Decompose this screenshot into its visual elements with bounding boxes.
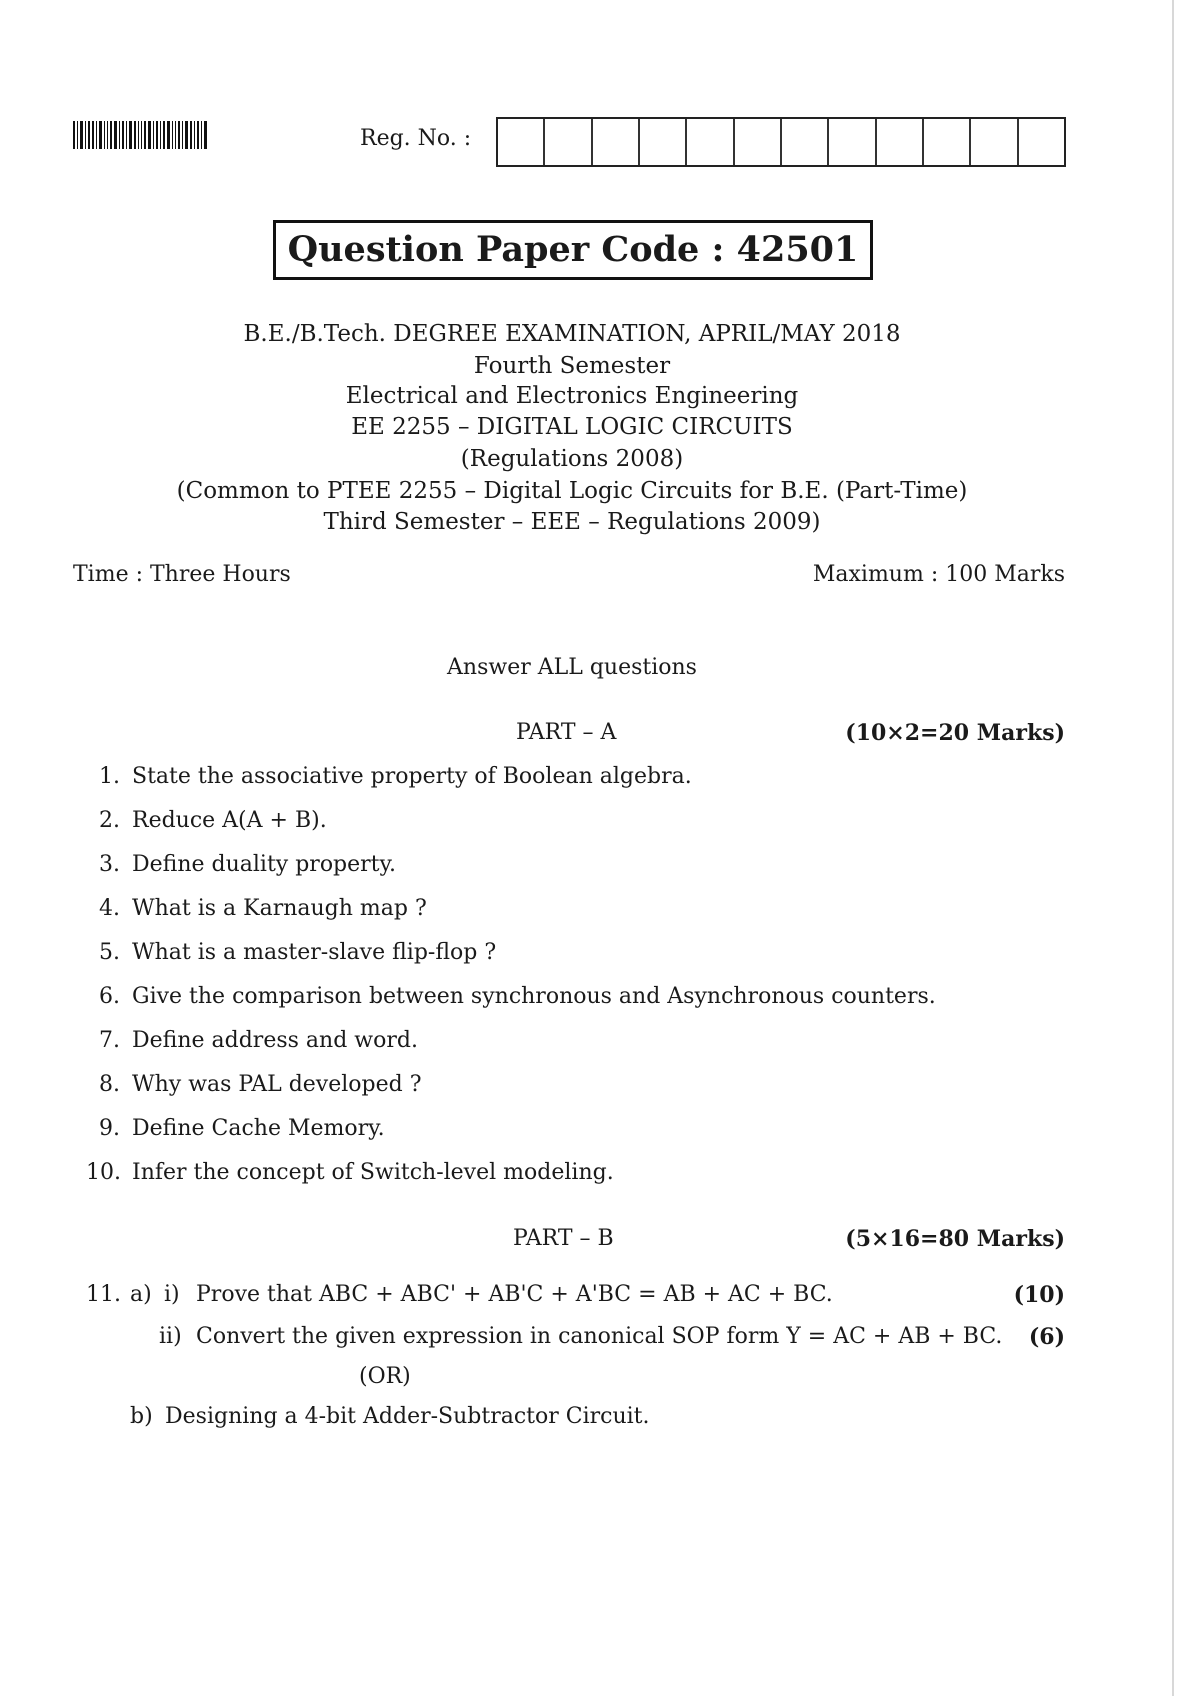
part-a-marks: (10×2=20 Marks) <box>845 720 1065 746</box>
part-a-title: PART – A <box>516 720 617 745</box>
barcode <box>73 121 235 149</box>
reg-number-boxes[interactable] <box>496 117 1066 167</box>
barcode-bar <box>77 121 78 149</box>
question-number: 2. <box>99 808 120 833</box>
barcode-bar <box>85 121 86 149</box>
part-b-marks: (5×16=80 Marks) <box>845 1226 1065 1252</box>
question-number: 8. <box>99 1072 120 1097</box>
barcode-bar <box>80 121 83 149</box>
question-text: Designing a 4-bit Adder-Subtractor Circuit. <box>165 1404 650 1429</box>
barcode-bar <box>141 121 142 149</box>
barcode-bar <box>126 121 127 149</box>
question-number: 11. <box>86 1282 121 1307</box>
question-marks: (10) <box>1013 1282 1065 1308</box>
barcode-bar <box>88 121 90 149</box>
semester-line: Fourth Semester <box>473 353 671 379</box>
barcode-bar <box>156 121 158 149</box>
barcode-bar <box>119 121 120 149</box>
barcode-bar <box>190 121 192 149</box>
part-label: i) <box>164 1282 180 1307</box>
barcode-bar <box>197 121 199 149</box>
reg-number-cell[interactable] <box>640 119 687 165</box>
reg-number-cell[interactable] <box>782 119 829 165</box>
barcode-bar <box>201 121 202 149</box>
or-separator: (OR) <box>359 1364 411 1389</box>
reg-number-cell[interactable] <box>877 119 924 165</box>
sub-question-label: a) <box>130 1282 152 1307</box>
reg-number-cell[interactable] <box>924 119 971 165</box>
barcode-bar <box>96 121 97 149</box>
question-text: What is a Karnaugh map ? <box>132 896 427 921</box>
question-text: Prove that ABC + ABC' + AB'C + A'BC = AB + AC + BC. <box>196 1282 833 1307</box>
department-line: Electrical and Electronics Engineering <box>345 383 799 409</box>
reg-number-cell[interactable] <box>498 119 545 165</box>
barcode-bar <box>172 121 173 149</box>
barcode-bar <box>99 121 102 149</box>
reg-number-cell[interactable] <box>1019 119 1064 165</box>
reg-number-cell[interactable] <box>687 119 734 165</box>
barcode-bar <box>92 121 94 149</box>
barcode-bar <box>144 121 146 149</box>
instruction: Answer ALL questions <box>447 655 697 680</box>
barcode-bar <box>114 121 117 149</box>
reg-number-cell[interactable] <box>829 119 876 165</box>
question-paper-code: Question Paper Code : 42501 <box>273 220 873 280</box>
common-to-line-2: Third Semester – EEE – Regulations 2009) <box>323 509 821 535</box>
barcode-bar <box>182 121 183 149</box>
question-text: Define address and word. <box>132 1028 418 1053</box>
reg-number-cell[interactable] <box>735 119 782 165</box>
question-number: 4. <box>99 896 120 921</box>
barcode-bar <box>122 121 124 149</box>
question-text: Why was PAL developed ? <box>132 1072 422 1097</box>
barcode-bar <box>185 121 188 149</box>
max-marks-label: Maximum : 100 Marks <box>812 562 1065 587</box>
barcode-bar <box>167 121 170 149</box>
barcode-bar <box>110 121 112 149</box>
common-to-line: (Common to PTEE 2255 – Digital Logic Circuits for B.E. (Part-Time) <box>176 478 968 504</box>
barcode-bar <box>163 121 165 149</box>
question-text: Define duality property. <box>132 852 397 877</box>
barcode-bar <box>134 121 136 149</box>
question-text: What is a master-slave flip-flop ? <box>132 940 497 965</box>
reg-number-label: Reg. No. : <box>360 126 472 151</box>
question-text: State the associative property of Boolean algebra. <box>132 764 692 789</box>
barcode-bar <box>148 121 151 149</box>
reg-number-cell[interactable] <box>545 119 592 165</box>
scan-edge-line <box>1172 0 1174 1696</box>
reg-number-cell[interactable] <box>593 119 640 165</box>
barcode-bar <box>129 121 132 149</box>
barcode-bar <box>178 121 180 149</box>
question-text: Give the comparison between synchronous and Asynchronous counters. <box>132 984 936 1009</box>
part-b-title: PART – B <box>513 1226 614 1251</box>
question-number: 5. <box>99 940 120 965</box>
question-number: 7. <box>99 1028 120 1053</box>
time-label: Time : Three Hours <box>73 562 291 587</box>
barcode-bar <box>160 121 161 149</box>
part-label: ii) <box>159 1324 182 1349</box>
course-line: EE 2255 – DIGITAL LOGIC CIRCUITS <box>351 414 793 440</box>
question-number: 3. <box>99 852 120 877</box>
barcode-bar <box>153 121 154 149</box>
barcode-bar <box>204 121 207 149</box>
regulations-line: (Regulations 2008) <box>460 446 684 472</box>
question-text: Infer the concept of Switch-level modeling. <box>132 1160 614 1185</box>
barcode-bar <box>175 121 176 149</box>
question-text: Reduce A(A + B). <box>132 808 327 833</box>
reg-number-cell[interactable] <box>971 119 1018 165</box>
question-number: 6. <box>99 984 120 1009</box>
degree-line: B.E./B.Tech. DEGREE EXAMINATION, APRIL/MAY 2018 <box>243 321 901 347</box>
question-number: 9. <box>99 1116 120 1141</box>
barcode-bar <box>138 121 139 149</box>
question-number: 10. <box>86 1160 121 1185</box>
sub-question-label: b) <box>130 1404 153 1429</box>
question-text: Convert the given expression in canonical SOP form Y = AC + AB + BC. <box>196 1324 1003 1349</box>
question-text: Define Cache Memory. <box>132 1116 385 1141</box>
barcode-bar <box>107 121 108 149</box>
question-marks: (6) <box>1028 1324 1065 1350</box>
barcode-bar <box>73 121 75 149</box>
barcode-bar <box>104 121 105 149</box>
barcode-bar <box>194 121 195 149</box>
question-number: 1. <box>99 764 120 789</box>
